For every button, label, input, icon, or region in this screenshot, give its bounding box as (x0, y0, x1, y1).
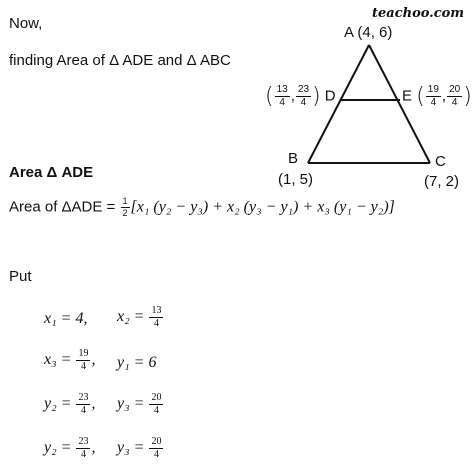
intro-line-now: Now, (9, 15, 43, 32)
assign-y3-den: 4 (153, 405, 159, 416)
d-x-num: 13 (276, 84, 288, 95)
assign-x3-den: 4 (80, 361, 86, 372)
assign-y3-repeat-num: 20 (151, 436, 162, 447)
assign-x1: x₁ = 4, (44, 310, 88, 327)
vertex-c-name: C (435, 153, 446, 170)
formula-half-num: 1 (122, 196, 128, 206)
d-y-den: 4 (300, 97, 307, 108)
assign-x3: x₃ = $\frac{19}{4}$ , (44, 348, 96, 372)
assign-y2: y₂ = $\frac{23}{4}$ , (44, 392, 96, 416)
formula-lhs: Area of ΔADE = (9, 198, 120, 216)
vertex-e-name: E (402, 87, 413, 105)
assign-y2-repeat: y₂ = $\frac{23}{4}$ , (44, 436, 96, 460)
assign-y2-repeat-lhs: y₂ = (44, 439, 76, 457)
e-y-den: 4 (451, 97, 458, 108)
teachoo-logo: teachoo.com (372, 6, 465, 21)
assign-y2-repeat-num: 23 (78, 436, 89, 447)
assign-x2-lhs: x₂ = (117, 308, 149, 326)
assign-x2 (117, 306, 164, 329)
vertex-e-label: E ( $\frac{19}{4}$ , $\frac{20}{4}$ ) (402, 84, 472, 109)
vertex-a-label (344, 24, 392, 41)
formula-half-den: 2 (122, 208, 128, 218)
assign-y2-repeat-den: 4 (80, 449, 86, 460)
put-label: Put (9, 268, 32, 285)
vertex-a-coords: (4, 6) (357, 24, 393, 41)
assign-y2-lhs: y₂ = (44, 395, 76, 413)
assign-y3-repeat-lhs: y₃ = (117, 439, 149, 457)
e-x-num: 19 (427, 84, 439, 95)
assign-y3-repeat-den: 4 (153, 449, 159, 460)
assign-y3 (117, 393, 164, 416)
section-heading: Area Δ ADE (9, 164, 94, 181)
e-y-num: 20 (449, 84, 461, 95)
d-x-den: 4 (279, 97, 285, 108)
vertex-b-coords: (1, 5) (278, 171, 314, 188)
e-x-den: 4 (430, 97, 437, 108)
assign-x3-num: 19 (78, 348, 89, 359)
assign-y1: y₁ = 6 (117, 354, 157, 371)
assign-y3-repeat (117, 437, 164, 460)
assign-y3-num: 20 (151, 392, 162, 403)
vertex-d-label: ( $\frac{13}{4}$ , $\frac{23}{4}$ ) D (265, 84, 336, 109)
assign-x2-num: 13 (151, 305, 162, 316)
formula-bracket: [x₁ (y₂ − y₃) + x₂ (y₃ − y₁) + x₃ (y₁ − y₂)] (130, 198, 395, 216)
d-y-num: 23 (297, 84, 310, 95)
vertex-a-name: A (344, 24, 354, 41)
assign-y2-den: 4 (80, 405, 86, 416)
intro-line-finding: finding Area of Δ ADE and Δ ABC (9, 52, 231, 69)
assign-y3-lhs: y₃ = (117, 395, 149, 413)
vertex-c-coords: (7, 2) (424, 173, 460, 190)
assign-y2-num: 23 (78, 392, 89, 403)
vertex-d-name: D (324, 87, 336, 105)
area-formula (9, 197, 395, 218)
vertex-b-name: B (288, 150, 299, 167)
assign-x3-lhs: x₃ = (44, 351, 76, 369)
assign-x2-den: 4 (153, 318, 159, 329)
